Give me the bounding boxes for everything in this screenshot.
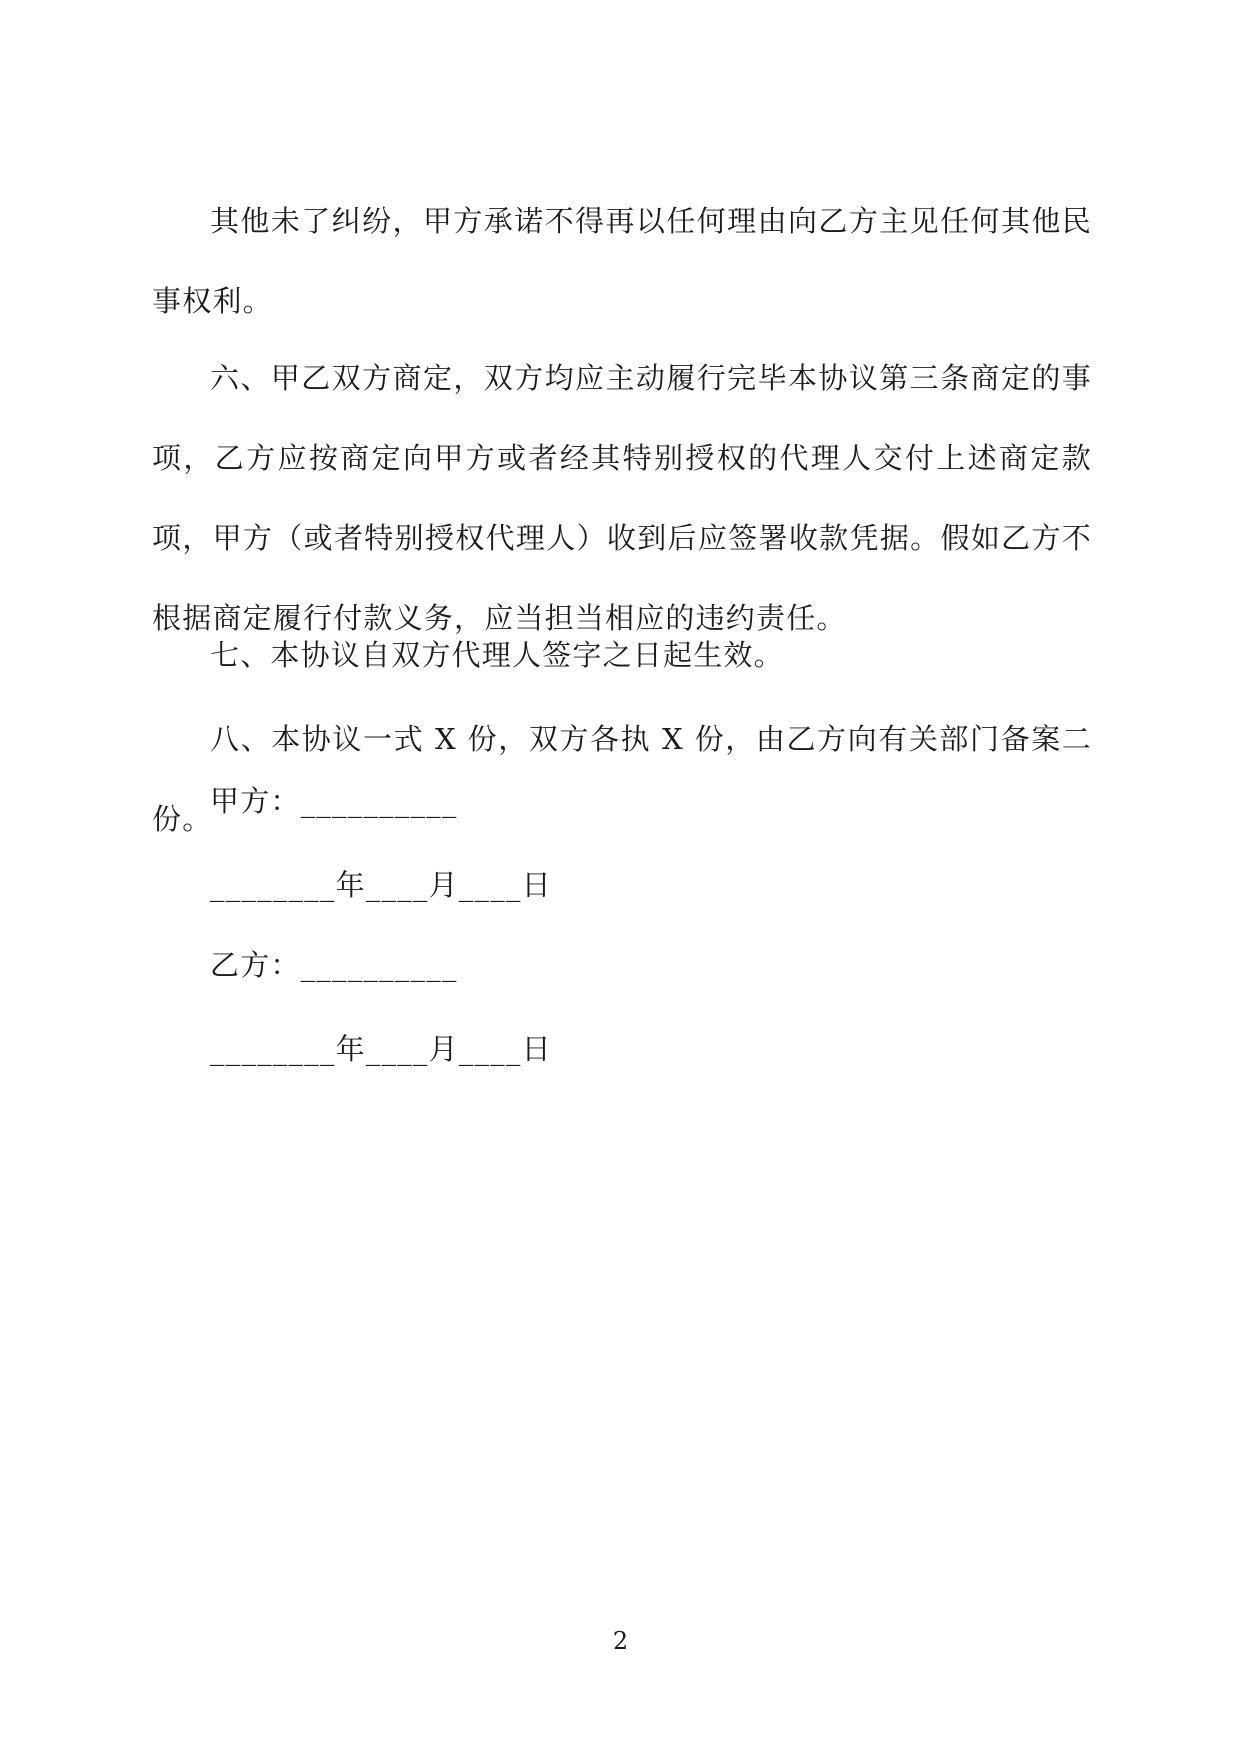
party-a-date-line: ________年____月____日 [210,868,552,902]
party-b-signature-line: 乙方：__________ [210,948,458,982]
party-a-signature-line: 甲方：__________ [210,784,458,818]
paragraph-continuation: 其他未了纠纷，甲方承诺不得再以任何理由向乙方主见任何其他民事权利。 [152,204,1092,318]
clause-seven: 七、本协议自双方代理人签字之日起生效。 [210,638,784,672]
clause-eight: 八、本协议一式 X 份，双方各执 X 份，由乙方向有关部门备案二份。 [152,722,1092,836]
clause-six: 六、甲乙双方商定，双方均应主动履行完毕本协议第三条商定的事项，乙方应按商定向甲方或者经其特别授权的代理人交付上述商定款项，甲方（或者特别授权代理人）收到后应签署收款凭据。假如乙方不根据商定履行付款义务，应当担当相应的违约责任。 [152,361,1092,635]
party-b-date-line: ________年____月____日 [210,1032,552,1066]
page-number: 2 [612,1627,629,1655]
